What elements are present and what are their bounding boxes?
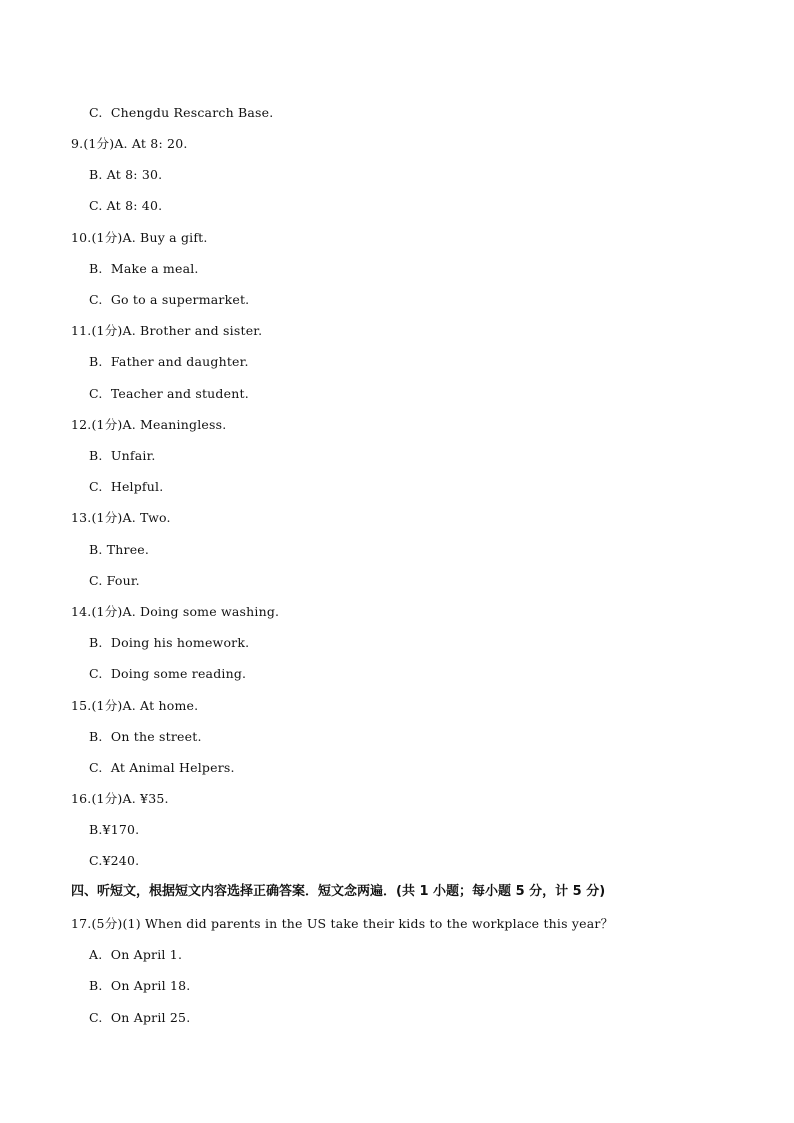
q10-option-a: 10.(1分)A. Buy a gift. [71, 230, 208, 245]
q11-option-b: B. Father and daughter. [89, 354, 249, 369]
q11-option-a: 11.(1分)A. Brother and sister. [71, 323, 263, 338]
q12-option-b: B. Unfair. [89, 448, 156, 463]
q9-option-c: C. At 8: 40. [89, 198, 163, 213]
section-four-heading: 四、听短文，根据短文内容选择正确答案．短文念两遍．(共 1 小题；每小题 5 分，计 5 分) [71, 884, 606, 899]
q12-option-a: 12.(1分)A. Meaningless. [71, 417, 227, 432]
q9-option-b: B. At 8: 30. [89, 167, 163, 182]
q9-option-a: 9.(1分)A. At 8: 20. [71, 136, 188, 151]
q16-option-b: B.¥170. [89, 822, 140, 837]
q17-option-c: C. On April 25. [89, 1010, 191, 1025]
q15-option-b: B. On the street. [89, 729, 202, 744]
q16-option-c: C.¥240. [89, 853, 140, 868]
q12-option-c: C. Helpful. [89, 479, 164, 494]
q13-option-c: C. Four. [89, 573, 140, 588]
q10-option-b: B. Make a meal. [89, 261, 199, 276]
q17-option-b: B. On April 18. [89, 978, 191, 993]
q13-option-b: B. Three. [89, 542, 150, 557]
q17-question: 17.(5分)(1) When did parents in the US take their kids to the workplace this year？ [71, 916, 614, 931]
q15-option-a: 15.(1分)A. At home. [71, 698, 199, 713]
q17-option-a: A. On April 1. [89, 947, 183, 962]
q10-option-c: C. Go to a supermarket. [89, 292, 250, 307]
q14-option-c: C. Doing some reading. [89, 666, 247, 681]
q15-option-c: C. At Animal Helpers. [89, 760, 235, 775]
q16-option-a: 16.(1分)A. ¥35. [71, 791, 169, 806]
q14-option-a: 14.(1分)A. Doing some washing. [71, 604, 280, 619]
q11-option-c: C. Teacher and student. [89, 386, 249, 401]
q14-option-b: B. Doing his homework. [89, 635, 250, 650]
q8-option-c: C. Chengdu Rescarch Base. [89, 105, 274, 120]
q13-option-a: 13.(1分)A. Two. [71, 510, 171, 525]
